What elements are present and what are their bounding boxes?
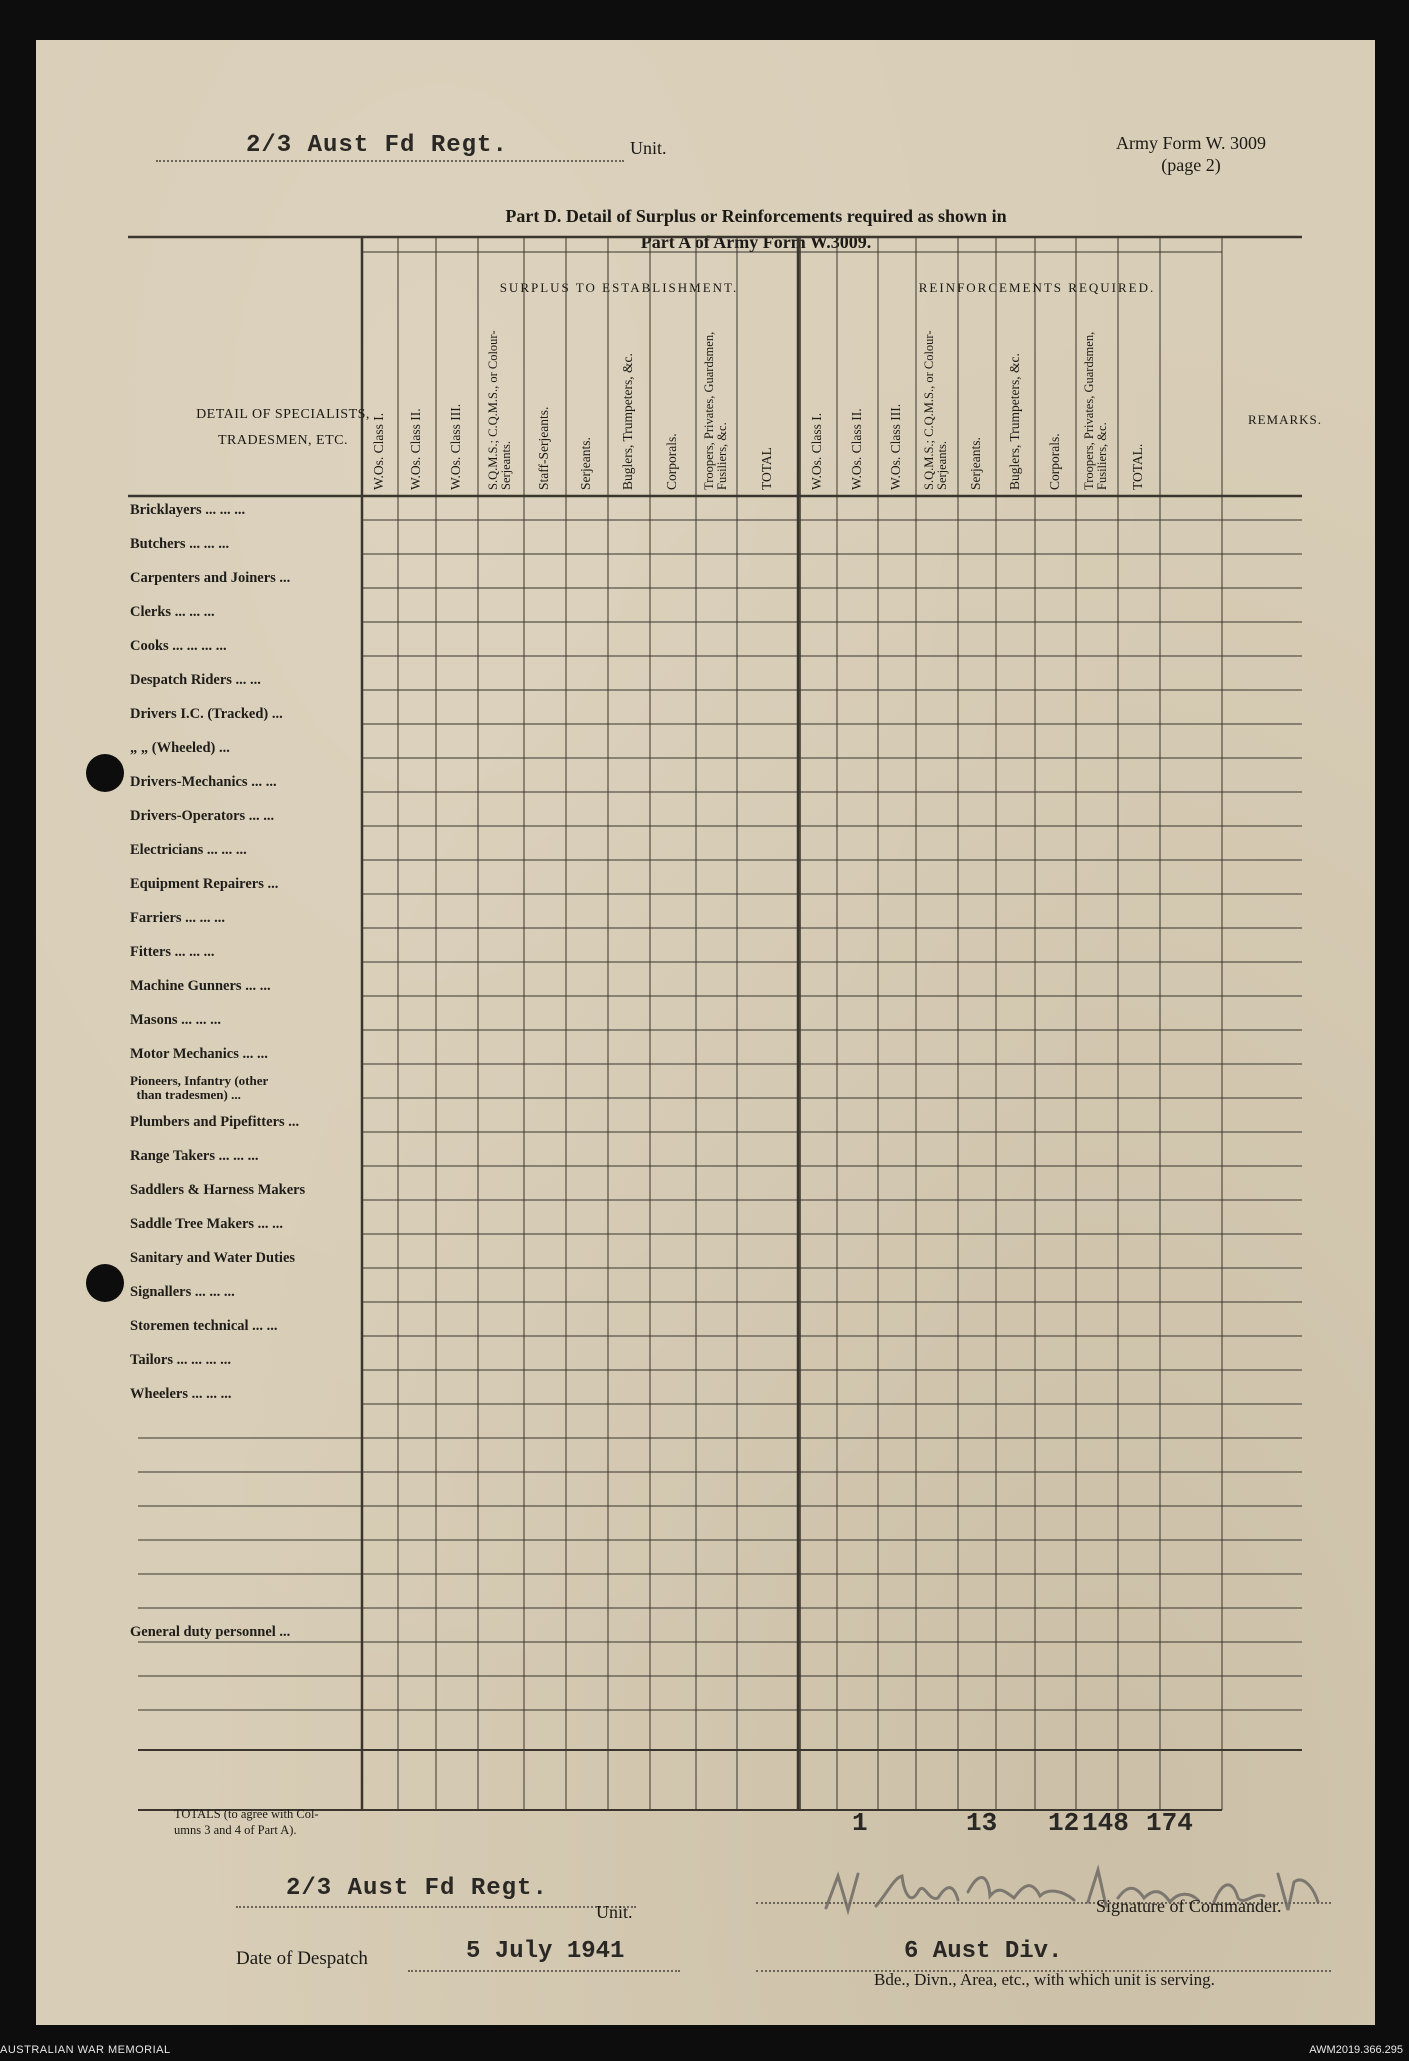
surplus-col-header: Serjeants. [578,437,593,490]
detail-header-line1: DETAIL OF SPECIALISTS, [196,407,370,422]
total-corporals: 12 [1048,1808,1080,1838]
date-of-despatch-value: 5 July 1941 [466,1938,625,1965]
row-label: Wheelers ... ... ... [130,1386,232,1402]
reinforcement-col-header: TOTAL. [1130,443,1145,490]
row-label: Butchers ... ... ... [130,536,230,552]
reinforcement-col-header: Corporals. [1046,433,1062,490]
surplus-col-header: W.Os. Class II. [408,408,423,490]
form-page [36,40,1375,2025]
total-reinforcements: 174 [1146,1808,1193,1838]
surplus-header: SURPLUS TO ESTABLISHMENT. [499,280,739,295]
division-label: Bde., Divn., Area, etc., with which unit is serving. [874,1970,1215,1989]
row-label: Machine Gunners ... ... [130,978,271,994]
detail-header-line2: TRADESMEN, ETC. [218,433,348,448]
surplus-col-header: W.Os. Class I. [371,412,386,490]
row-label: Masons ... ... ... [130,1012,222,1028]
row-label: Storemen technical ... ... [130,1318,278,1334]
reinforcement-col-header: W.Os. Class I. [808,412,824,490]
reinforcement-col-header: W.Os. Class II. [848,408,864,490]
row-label: Cooks ... ... ... ... [130,638,227,654]
form-number-text: Army Form W. 3009 [1116,133,1267,153]
archive-caption-right: AWM2019.366.295 [1309,2044,1403,2056]
unit-name-top: 2/3 Aust Fd Regt. [246,132,508,159]
reinforcement-col-header: Serjeants. [968,437,983,490]
row-label: Despatch Riders ... ... [130,672,261,688]
surplus-col-header: TOTAL [758,447,774,490]
division-value: 6 Aust Div. [904,1938,1063,1965]
row-label: Signallers ... ... ... [130,1284,235,1300]
reinforcement-col-header: S.Q.M.S.; C.Q.M.S., or Colour-Serjeants. [922,330,949,490]
surplus-col-header: W.Os. Class III. [448,403,463,490]
archive-caption-left: AUSTRALIAN WAR MEMORIAL [0,2044,171,2056]
row-label: Drivers-Mechanics ... ... [130,774,277,790]
signature-label: Signature of Commander. [1096,1896,1282,1916]
remarks-header: REMARKS. [1247,412,1323,427]
form-page-text: (page 2) [1161,155,1221,175]
totals-label [174,1806,319,1838]
total-troopers: 148 [1082,1808,1129,1838]
unit-label-top: Unit. [630,138,667,158]
date-of-despatch-label: Date of Despatch [236,1948,368,1969]
row-label: Drivers I.C. (Tracked) ... [130,706,283,722]
part-title-line2: Part A of Army Form W.3009. [640,232,872,252]
reinforcement-col-header: W.Os. Class III. [888,403,903,490]
row-label: Sanitary and Water Duties [130,1250,296,1266]
date-underline [408,1970,680,1972]
row-label: Saddle Tree Makers ... ... [130,1216,284,1232]
row-label: Tailors ... ... ... ... [130,1352,231,1368]
row-label: Equipment Repairers ... [130,876,279,892]
unit-bottom-underline [236,1906,636,1908]
row-label: Clerks ... ... ... [130,604,215,620]
row-label: Farriers ... ... ... [130,910,226,926]
unit-label-bottom: Unit. [596,1902,633,1922]
surplus-col-header: S.Q.M.S.; C.Q.M.S., or Colour-Serjeants. [486,330,513,490]
total-serjeants: 13 [966,1808,998,1838]
reinforcement-col-header: Troopers, Privates, Guardsmen, Fusiliers, &c. [1082,331,1109,490]
row-label: Bricklayers ... ... ... [130,502,246,518]
surplus-col-header: Staff-Serjeants. [536,406,551,490]
surplus-col-header: Buglers, Trumpeters, &c. [620,353,635,490]
row-label: Saddlers & Harness Makers [130,1182,306,1198]
row-label: Motor Mechanics ... ... [130,1046,268,1062]
totals-label-line1: TOTALS (to agree with Col- [174,1807,319,1821]
reinforcements-header: REINFORCEMENTS REQUIRED. [918,280,1156,295]
row-label: Pioneers, Infantry (other than tradesmen) ... [130,1073,269,1102]
row-label: General duty personnel ... [130,1624,291,1640]
row-label: Fitters ... ... ... [130,944,215,960]
row-label: Range Takers ... ... ... [130,1148,259,1164]
surplus-col-header: Corporals. [664,433,679,490]
row-label: Carpenters and Joiners ... [130,570,291,586]
row-label: Plumbers and Pipefitters ... [130,1114,300,1130]
total-wos-class-1: 1 [852,1808,868,1838]
unit-name-bottom: 2/3 Aust Fd Regt. [286,1875,548,1902]
surplus-col-header: Troopers, Privates, Guardsmen, Fusiliers, &c. [701,331,729,490]
part-title-line1: Part D. Detail of Surplus or Reinforcements required as shown in [505,206,1007,226]
reinforcement-col-header: Buglers, Trumpeters, &c. [1006,353,1022,490]
row-label: Drivers-Operators ... ... [130,808,275,824]
totals-label-line2: umns 3 and 4 of Part A). [174,1823,297,1837]
row-label: Electricians ... ... ... [130,842,247,858]
row-label: „ „ (Wheeled) ... [130,740,230,756]
